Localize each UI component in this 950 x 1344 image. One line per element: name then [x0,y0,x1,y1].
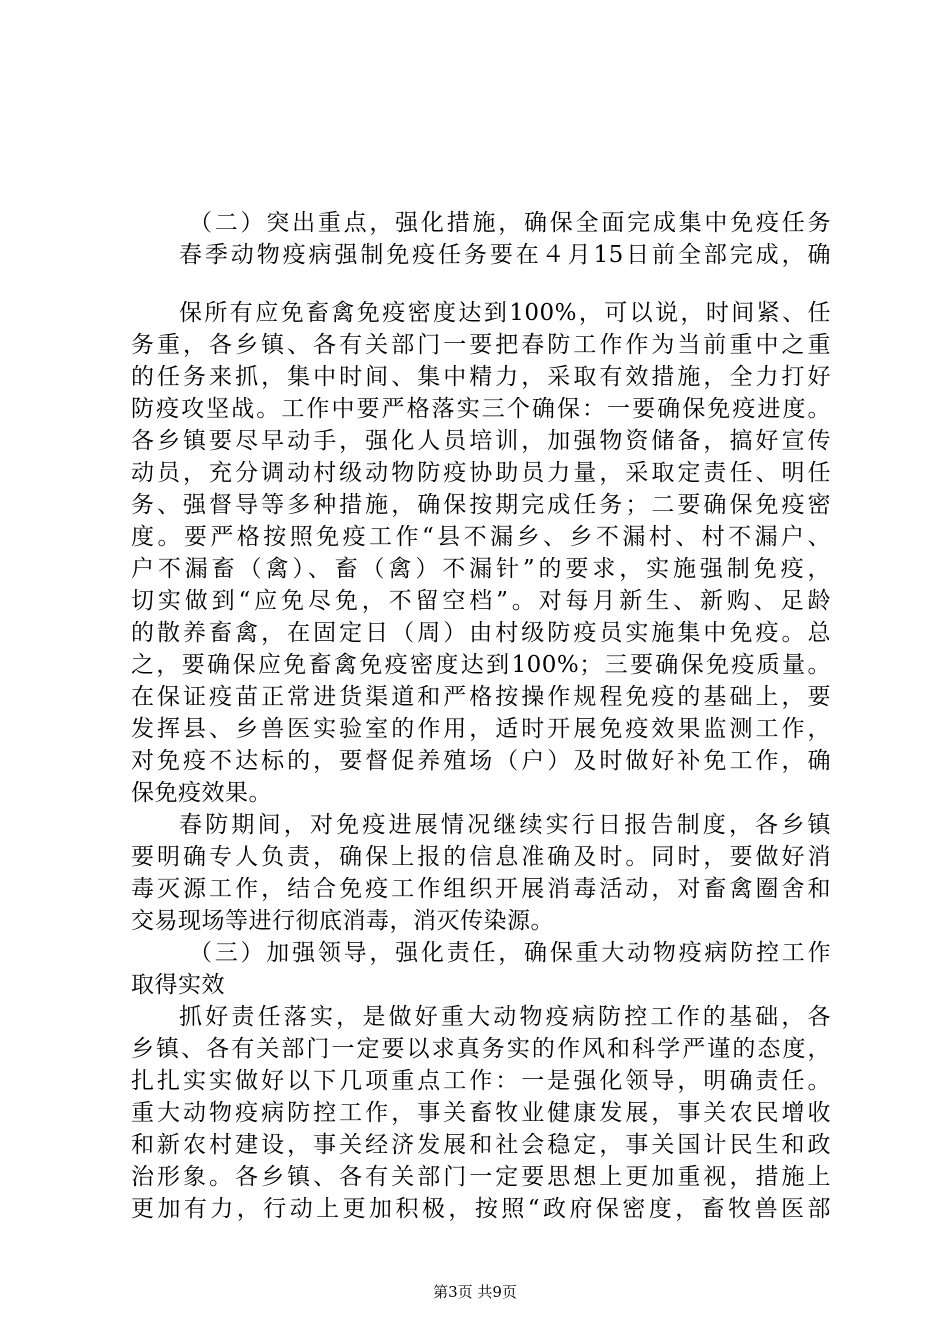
paragraph-line: 保所有应免畜禽免疫密度达到100%，可以说，时间紧、任 [179,300,831,326]
section-heading-2: （二）突出重点，强化措施，确保全面完成集中免疫任务 [189,210,831,236]
paragraph-line: 各乡镇要尽早动手，强化人员培训，加强物资储备，搞好宣传 [131,428,831,454]
page-number-footer: 第3页 共9页 [433,1283,517,1301]
section-heading-3-cont: 取得实效 [131,972,225,998]
paragraph-line: 春季动物疫病强制免疫任务要在４月15日前全部完成，确 [179,242,831,268]
paragraph-line: 重大动物疫病防控工作，事关畜牧业健康发展，事关农民增收 [131,1100,831,1126]
paragraph-line: 的任务来抓，集中时间、集中精力，采取有效措施，全力打好 [131,364,831,390]
paragraph-line: 动员，充分调动村级动物防疫协助员力量，采取定责任、明任 [131,460,831,486]
paragraph-line: 切实做到“应免尽免，不留空档”。对每月新生、新购、足龄 [131,588,831,614]
paragraph-line: 和新农村建设，事关经济发展和社会稳定，事关国计民生和政 [131,1132,831,1158]
paragraph-line: 务重，各乡镇、各有关部门一要把春防工作作为当前重中之重 [131,332,831,358]
paragraph-line: 防疫攻坚战。工作中要严格落实三个确保：一要确保免疫进度。 [131,396,831,422]
paragraph-line: 春防期间，对免疫进展情况继续实行日报告制度，各乡镇 [179,812,831,838]
paragraph-line: 要明确专人负责，确保上报的信息准确及时。同时，要做好消 [131,844,831,870]
paragraph-line: 在保证疫苗正常进货渠道和严格按操作规程免疫的基础上，要 [131,684,831,710]
paragraph-line: 对免疫不达标的，要督促养殖场（户）及时做好补免工作，确 [131,748,831,774]
paragraph-line: 度。要严格按照免疫工作“县不漏乡、乡不漏村、村不漏户、 [131,524,831,550]
paragraph-line: 的散养畜禽，在固定日（周）由村级防疫员实施集中免疫。总 [131,620,831,646]
paragraph-line: 治形象。各乡镇、各有关部门一定要思想上更加重视，措施上 [131,1164,831,1190]
paragraph-line: 之，要确保应免畜禽免疫密度达到100%；三要确保免疫质量。 [131,652,831,678]
section-heading-3: （三）加强领导，强化责任，确保重大动物疫病防控工作 [189,940,831,966]
paragraph-line: 发挥县、乡兽医实验室的作用，适时开展免疫效果监测工作， [131,716,831,742]
paragraph-line: 保免疫效果。 [131,780,272,806]
paragraph-line: 抓好责任落实，是做好重大动物疫病防控工作的基础，各 [179,1004,831,1030]
paragraph-line: 扎扎实实做好以下几项重点工作：一是强化领导，明确责任。 [131,1068,831,1094]
paragraph-line: 更加有力，行动上更加积极，按照“政府保密度，畜牧兽医部 [131,1196,831,1222]
paragraph-line: 毒灭源工作，结合免疫工作组织开展消毒活动，对畜禽圈舍和 [131,876,831,902]
paragraph-line: 乡镇、各有关部门一定要以求真务实的作风和科学严谨的态度， [131,1036,831,1062]
paragraph-line: 交易现场等进行彻底消毒，消灭传染源。 [131,908,554,934]
paragraph-line: 务、强督导等多种措施，确保按期完成任务；二要确保免疫密 [131,492,831,518]
paragraph-line: 户不漏畜（禽）、畜（禽）不漏针”的要求，实施强制免疫， [131,556,831,582]
